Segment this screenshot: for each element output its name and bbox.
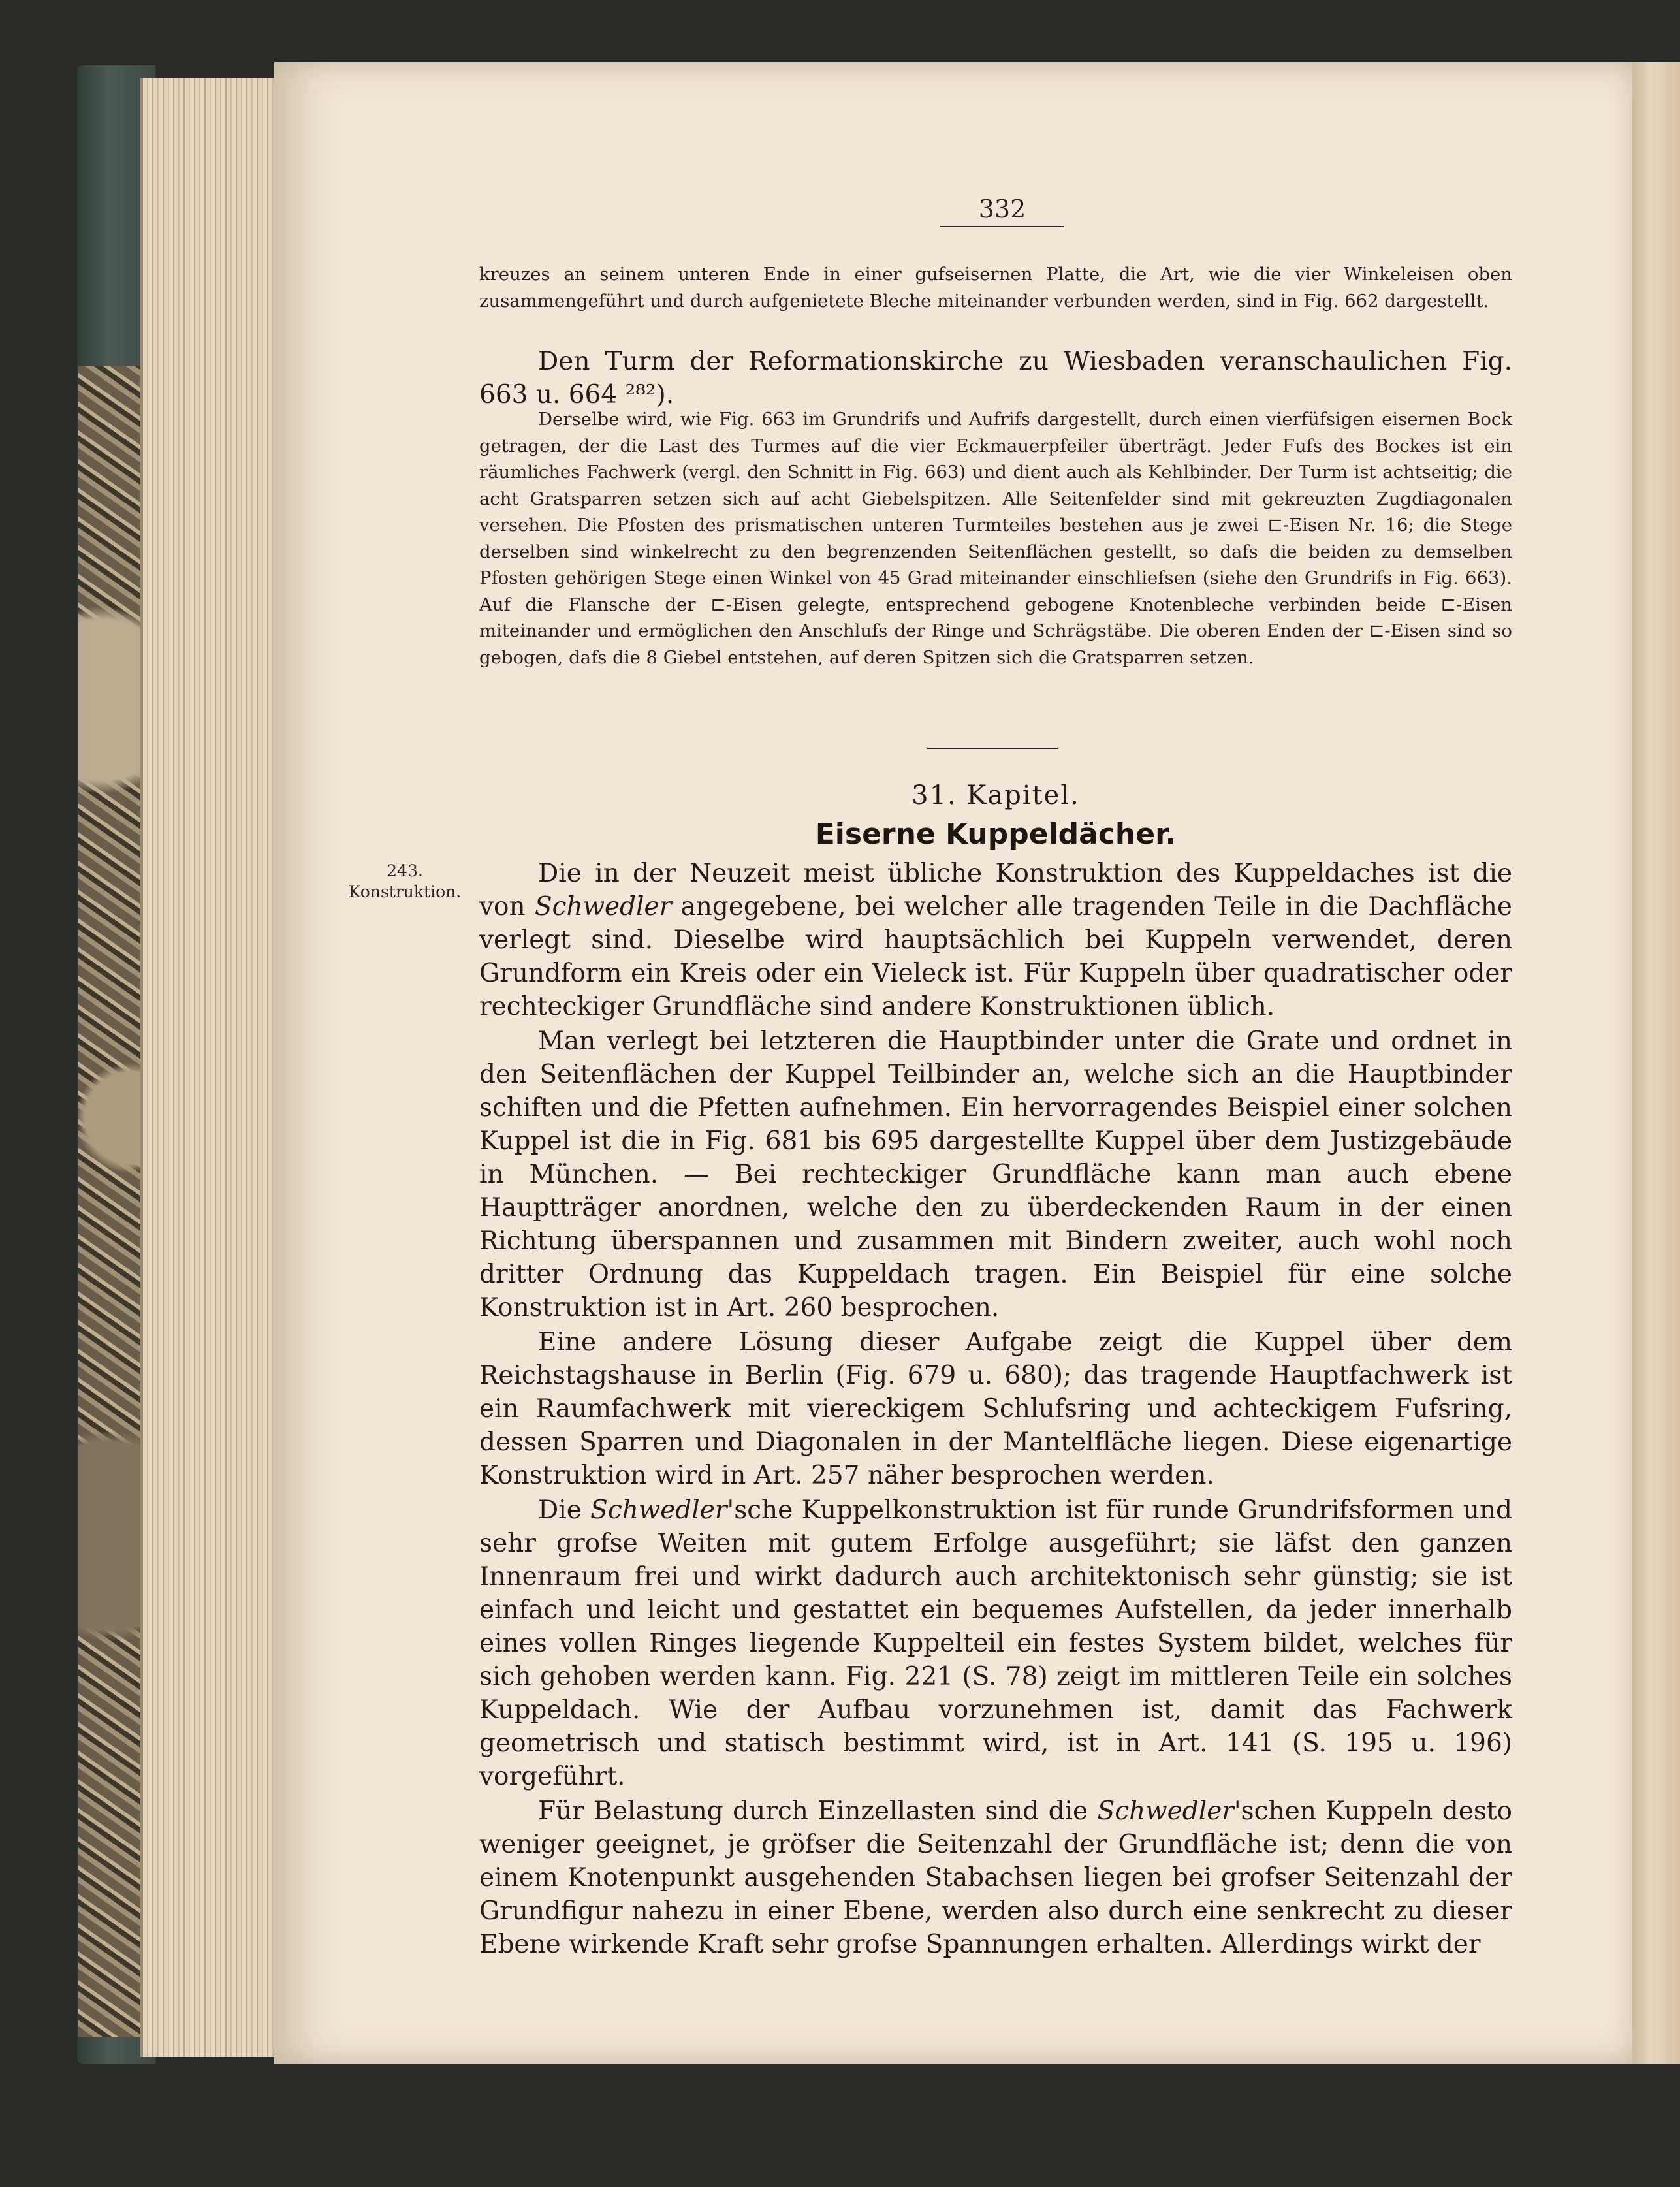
- margin-note-label: Konstruktion.: [348, 882, 462, 901]
- body-paragraph: Eine andere Lösung dieser Aufgabe zeigt die Kuppel über dem Reichstagshause in Berlin (Fig. 679 u. 680); das tragende Hauptfachwerk ist ein Raumfachwerk mit viereckigem Schlufsring und achteckigem Fufsring, dessen Sparren und Diagonalen in der Mantelfläche liegen. Diese eigenartige Konstruktion wird in Art. 257 näher besprochen werden.: [479, 1328, 1512, 1490]
- bottom-background: [77, 2064, 1680, 2187]
- description-paragraph: Derselbe wird, wie Fig. 663 im Grundrifs und Aufrifs dargestellt, durch einen vierfüfsigen eisernen Bock getragen, der die Last des Turmes auf die vier Eckmauerpfeiler überträgt. Jeder Fufs des Bockes ist ein räumliches Fachwerk (vergl. den Schnitt in Fig. 663) und dient auch als Kehlbinder. Der Turm ist achtseitig; die acht Gratsparren setzen sich auf acht Giebelspitzen. Alle Seitenfelder sind mit gekreuzten Zugdiagonalen versehen. Die Pfosten des prismatischen unteren Turmteiles bestehen aus je zwei ⊏-Eisen Nr. 16; die Stege derselben sind winkelrecht zu den begrenzenden Seitenflächen gestellt, so dafs die beiden zu demselben Pfosten gehörigen Stege einen Winkel von 45 Grad miteinander einschliefsen (siehe den Grundrifs in Fig. 663). Auf die Flansche der ⊏-Eisen gelegte, entsprechend gebogene Knotenbleche verbinden beide ⊏-Eisen miteinander und ermöglichen den Anschlufs der Ringe und Schrägstäbe. Die oberen Enden der ⊏-Eisen sind so gebogen, dafs die 8 Giebel entstehen, auf deren Spitzen sich die Gratsparren setzen.: [479, 409, 1512, 668]
- right-page-edge: [1632, 62, 1680, 2064]
- text-run: Für Belastung durch Einzellasten sind die: [538, 1796, 1098, 1826]
- stacked-page-edges: [140, 78, 280, 2057]
- person-name: Schwedler: [1097, 1796, 1234, 1826]
- body-paragraph: Man verlegt bei letzteren die Hauptbinder unter die Grate und ordnet in den Seitenflächen der Kuppel Teilbinder an, welche sich an die Hauptbinder schiften und die Pfetten aufnehmen. Ein hervorragendes Beispiel einer solchen Kuppel ist die in Fig. 681 bis 695 dargestellte Kuppel über dem Justizgebäude in München. — Bei rechteckiger Grundfläche kann man auch ebene Hauptträger anordnen, welche den zu überdeckenden Raum in der einen Richtung überspannen und zusammen mit Bindern zweiter, auch wohl noch dritter Ordnung das Kuppeldach tragen. Ein Beispiel für eine solche Konstruktion ist in Art. 260 besprochen.: [479, 1027, 1512, 1322]
- chapter-title: Eiserne Kuppeldächer.: [815, 818, 1177, 851]
- person-name: Schwedler: [534, 892, 672, 921]
- body-paragraph: [479, 1795, 1512, 1961]
- chapter-number: 31. Kapitel.: [911, 780, 1080, 810]
- text-run: Die: [538, 1495, 591, 1525]
- margin-note-number: 243.: [387, 861, 423, 880]
- person-name: Schwedler: [590, 1495, 727, 1525]
- continued-paragraph: kreuzes an seinem unteren Ende in einer gufseisernen Platte, die Art, wie die vier Winkeleisen oben zusammengeführt und durch aufgenietete Bleche miteinander verbunden werden, sind in Fig. 662 dargestellt.: [479, 264, 1512, 311]
- margin-note: [340, 861, 470, 902]
- intro-paragraph: Den Turm der Reformationskirche zu Wiesbaden veranschaulichen Fig. 663 u. 664 ²⁸²).: [479, 347, 1512, 409]
- chapter-body: [479, 857, 1512, 1962]
- page-number: 332: [940, 195, 1064, 227]
- text-run: Die in der Neuzeit meist übliche Konstruktion des Kuppeldaches ist die von: [479, 859, 1512, 921]
- text-run: 'schen Kuppeln desto weniger geeignet, je gröfser die Seitenzahl der Grundfläche ist; denn die von einem Knotenpunkt ausgehenden Stabachsen liegen bei grofser Seitenzahl der Grundfigur nahezu in einer Ebene, werden also durch eine senkrecht zu dieser Ebene wirkende Kraft sehr grofse Spannungen erhalten. Allerdings wirkt der: [479, 1796, 1512, 1959]
- text-run: 'sche Kuppelkonstruktion ist für runde Grundrifsformen und sehr grofse Weiten mit gutem Erfolge ausgeführt; sie läfst den ganzen Innenraum frei und wirkt dadurch auch architektonisch sehr günstig; sie ist einfach und leicht und gestattet ein bequemes Aufstellen, da jeder innerhalb eines vollen Ringes liegende Kuppelteil ein festes System bildet, welches für sich gehoben werden kann. Fig. 221 (S. 78) zeigt im mittleren Teile ein solches Kuppeldach. Wie der Aufbau vorzunehmen ist, damit das Fachwerk geometrisch und statisch bestimmt wird, ist in Art. 141 (S. 195 u. 196) vorgeführt.: [479, 1495, 1513, 1791]
- text-run: angegebene, bei welcher alle tragenden Teile in die Dachfläche verlegt sind. Dieselbe wird hauptsächlich bei Kuppeln verwendet, deren Grundform ein Kreis oder ein Vieleck ist. Für Kuppeln über quadratischer oder rechteckiger Grundfläche sind andere Konstruktionen üblich.: [479, 892, 1513, 1021]
- chapter-divider: [927, 748, 1058, 749]
- body-paragraph: [479, 1493, 1512, 1793]
- body-paragraph: [479, 857, 1512, 1023]
